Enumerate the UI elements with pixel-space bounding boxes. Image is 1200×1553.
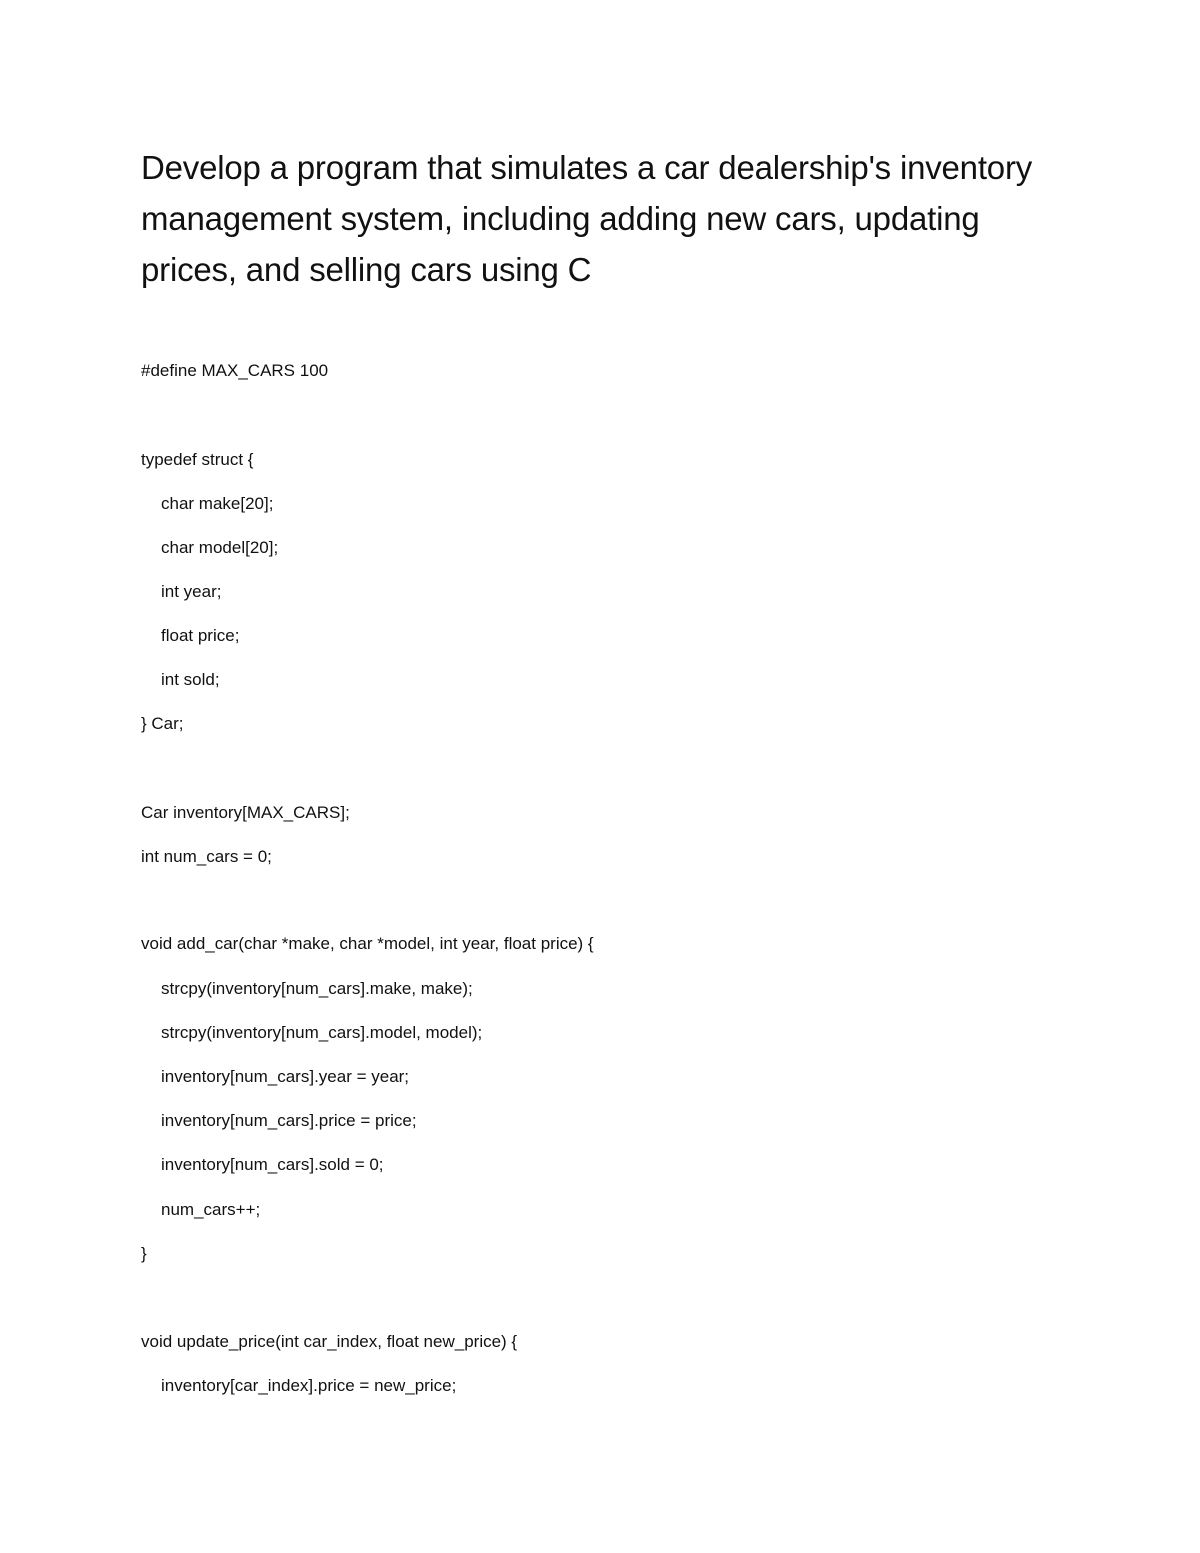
code-line-define: #define MAX_CARS 100 <box>141 361 329 380</box>
code-line-field-make: char make[20]; <box>161 494 274 513</box>
document-title: Develop a program that simulates a car dealership's inventory management system, including adding new cars, updating prices, and selling cars using C <box>141 149 1033 288</box>
code-line-assign-year: inventory[num_cars].year = year; <box>161 1067 410 1086</box>
code-line-strcpy-model: strcpy(inventory[num_cars].model, model); <box>161 1023 483 1042</box>
code-line-assign-new-price: inventory[car_index].price = new_price; <box>161 1376 457 1395</box>
code-line-field-price: float price; <box>161 626 240 645</box>
code-line-field-model: char model[20]; <box>161 538 279 557</box>
code-line-increment: num_cars++; <box>161 1200 261 1219</box>
code-line-assign-price: inventory[num_cars].price = price; <box>161 1111 417 1130</box>
code-line-field-year: int year; <box>161 582 222 601</box>
code-line-num-cars-decl: int num_cars = 0; <box>141 847 272 866</box>
code-line-typedef: typedef struct { <box>141 450 254 469</box>
code-line-assign-sold: inventory[num_cars].sold = 0; <box>161 1155 384 1174</box>
code-line-inventory-decl: Car inventory[MAX_CARS]; <box>141 803 350 822</box>
code-line-add-car-signature: void add_car(char *make, char *model, int year, float price) { <box>141 934 594 953</box>
code-line-field-sold: int sold; <box>161 670 220 689</box>
code-line-strcpy-make: strcpy(inventory[num_cars].make, make); <box>161 979 473 998</box>
code-line-function-close: } <box>141 1244 147 1263</box>
code-line-struct-close: } Car; <box>141 714 184 733</box>
code-line-update-price-signature: void update_price(int car_index, float new_price) { <box>141 1332 518 1351</box>
